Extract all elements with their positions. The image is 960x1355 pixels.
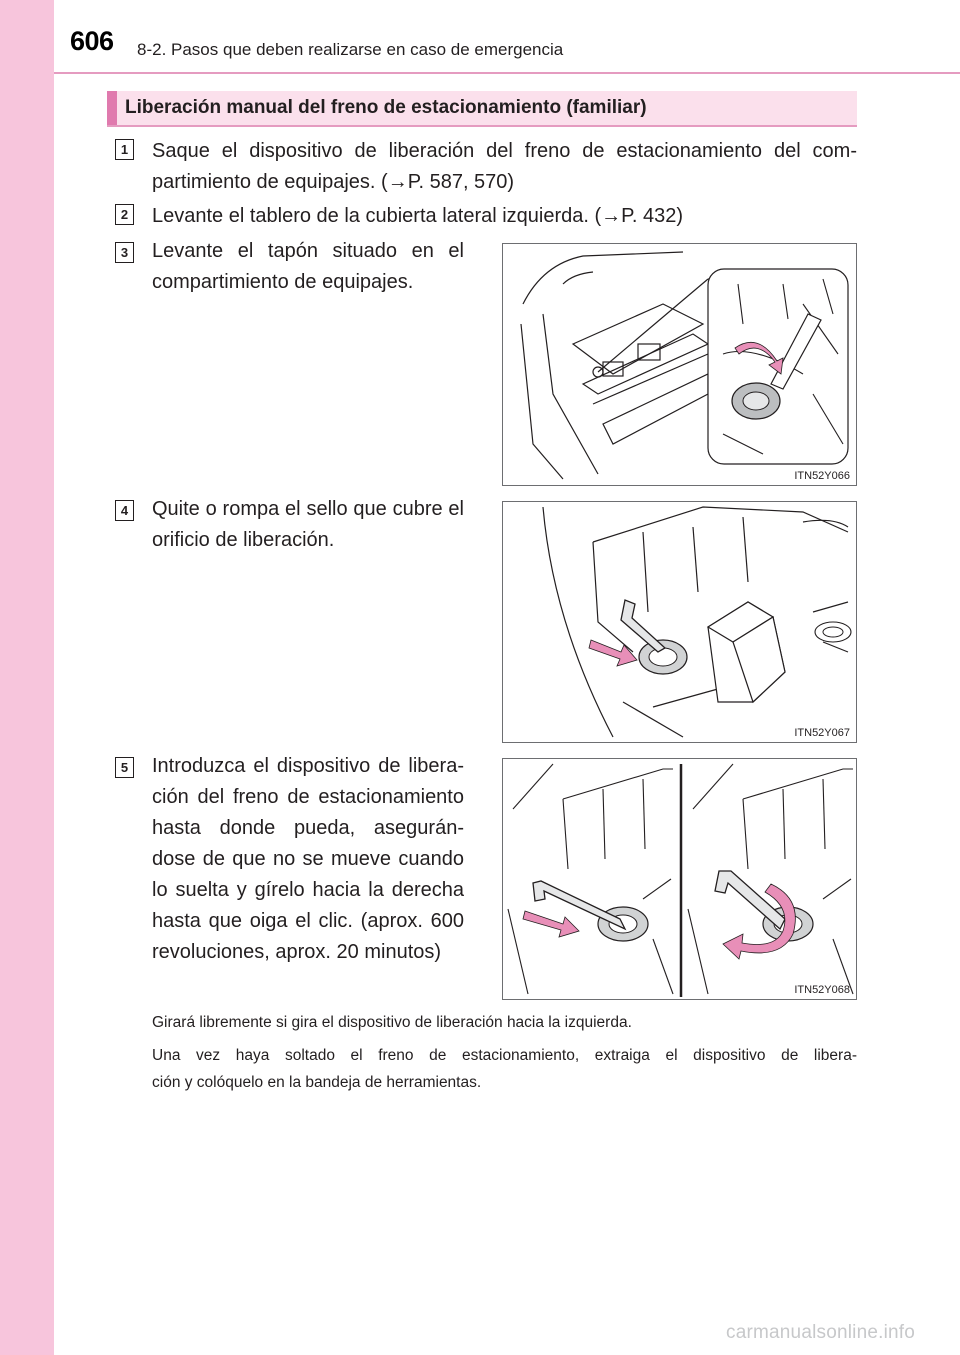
figure-release-hole (502, 501, 857, 743)
side-band (0, 0, 54, 1355)
header-rule (54, 72, 960, 74)
note-2-line-2: ción y colóquelo en la bandeja de herramientas. (152, 1074, 482, 1091)
step-number-4: 4 (115, 500, 134, 521)
step-5-line-3: hasta donde pueda, asegurán- (152, 817, 464, 839)
figure-3-caption: ITN52Y068 (794, 984, 850, 996)
step-5-line-5: lo suelta y gírelo hacia la derecha (152, 879, 464, 901)
step-number-3: 3 (115, 242, 134, 263)
watermark: carmanualsonline.info (726, 1322, 916, 1343)
step-5-line-6: hasta que oiga el clic. (aprox. 600 (152, 910, 464, 932)
step-2-line-1: Levante el tablero de la cubierta lateral izquierda. (→P. 432) (152, 205, 684, 227)
insert-turn-illustration (503, 759, 856, 999)
step-1-line-2: partimiento de equipajes. (→P. 587, 570) (152, 171, 515, 193)
figure-1-caption: ITN52Y066 (794, 470, 850, 482)
step-5-text (152, 751, 464, 968)
step-4-line-2: orificio de liberación. (152, 529, 335, 551)
step-3-line-1: Levante el tapón situado en el (152, 240, 464, 262)
chapter-title: 8-2. Pasos que deben realizarse en caso de emergencia (137, 40, 564, 59)
step-1-text (152, 136, 857, 198)
step-1-line-1: Saque el dispositivo de liberación del freno de estacionamiento del com- (152, 140, 857, 162)
step-5-line-2: ción del freno de estacionamiento (152, 786, 464, 808)
step-2-text (152, 201, 857, 232)
note-counterclockwise: Girará libremente si gira el dispositivo de liberación hacia la izquierda. (152, 1014, 632, 1031)
section-header (107, 91, 857, 127)
step-4-line-1: Quite o rompa el sello que cubre el (152, 498, 464, 520)
step-5-line-1: Introduzca el dispositivo de libera- (152, 755, 464, 777)
note-2-line-1: Una vez haya soltado el freno de estacionamiento, extraiga el dispositivo de libera- (152, 1047, 857, 1064)
step-3-text (152, 236, 464, 298)
section-title: Liberación manual del freno de estacionamiento (familiar) (125, 97, 647, 118)
figure-trunk-plug (502, 243, 857, 486)
step-number-2: 2 (115, 204, 134, 225)
section-accent (107, 91, 117, 125)
step-number-1: 1 (115, 139, 134, 160)
figure-insert-turn (502, 758, 857, 1000)
note-store-device (152, 1042, 857, 1096)
release-hole-illustration (503, 502, 856, 742)
page-number: 606 (70, 26, 114, 56)
step-5-line-7: revoluciones, aprox. 20 minutos) (152, 941, 442, 963)
step-number-5: 5 (115, 757, 134, 778)
step-3-line-2: compartimiento de equipajes. (152, 271, 414, 293)
step-5-line-4: dose de que no se mueve cuando (152, 848, 464, 870)
figure-2-caption: ITN52Y067 (794, 727, 850, 739)
trunk-plug-illustration (503, 244, 856, 485)
step-4-text (152, 494, 464, 556)
